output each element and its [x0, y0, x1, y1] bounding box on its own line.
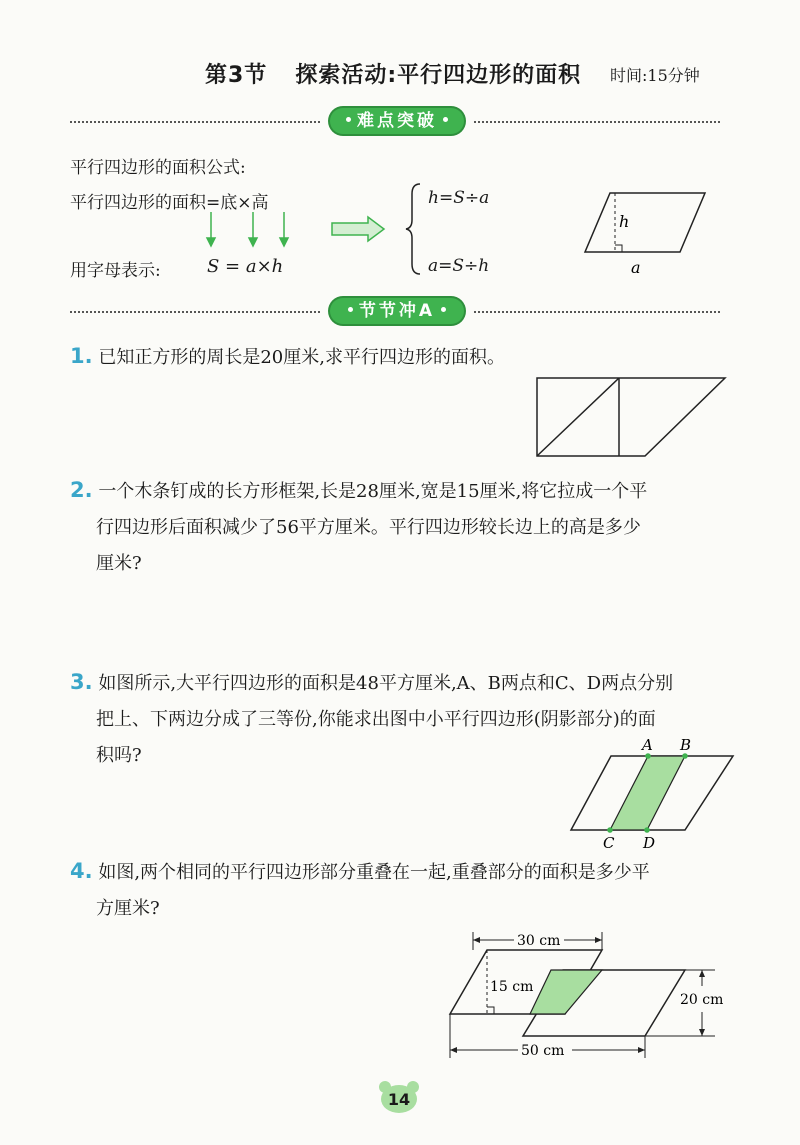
formula-letters-label: 用字母表示: — [70, 261, 161, 281]
question-1-figure — [535, 374, 730, 460]
brace-icon — [404, 180, 424, 278]
arrowhead-icon — [699, 970, 705, 977]
divider — [70, 311, 320, 313]
bottom-dimension-label: 50 cm — [521, 1043, 565, 1059]
square-diagonal — [537, 378, 619, 456]
question-3: 3. 如图所示,大平行四边形的面积是48平方厘米,A、B两点和C、D两点分别 把上、下两边分成了三等份,你能求出图中小平行四边形(阴影部分)的面 积吗? — [70, 670, 674, 766]
derived-a: a=S÷h — [428, 256, 490, 276]
arrowhead-icon — [638, 1047, 645, 1053]
arrow-down-icon — [249, 238, 257, 246]
label-c: C — [603, 834, 615, 852]
arrows-down-group — [195, 210, 305, 250]
label-d: D — [643, 834, 656, 852]
derived-h: h=S÷a — [428, 188, 490, 208]
top-dimension-label: 30 cm — [517, 933, 561, 949]
difficulty-banner: 难点突破 — [330, 108, 464, 134]
base-label: a — [631, 258, 641, 277]
overlap-region — [530, 970, 602, 1014]
time-limit: 时间:15分钟 — [610, 66, 700, 85]
question-2: 2. 一个木条钉成的长方形框架,长是28厘米,宽是15厘米,将它拉成一个平 行四边形后面积减少了56平方厘米。平行四边形较长边上的高是多少 厘米? — [70, 478, 648, 574]
height-label: 15 cm — [490, 979, 534, 995]
label-a: A — [642, 736, 653, 754]
divider — [70, 121, 320, 123]
section-title: 探索活动:平行四边形的面积 — [295, 63, 582, 88]
section-number: 第3节 — [205, 63, 268, 88]
label-b: B — [680, 736, 692, 754]
right-angle-mark — [487, 1007, 494, 1014]
page-title — [205, 58, 581, 89]
point-a — [645, 753, 651, 759]
arrowhead-icon — [595, 937, 602, 943]
formula-letters-expr: S = a×h — [207, 256, 284, 277]
point-c — [607, 827, 613, 833]
formula-words: 平行四边形的面积=底×高 — [70, 193, 269, 213]
height-label: h — [619, 212, 630, 231]
parallelogram-figure — [575, 185, 715, 277]
arrowhead-icon — [473, 937, 480, 943]
trapezoid-outline — [537, 378, 725, 456]
divider — [474, 121, 720, 123]
arrow-right-icon — [330, 215, 388, 243]
arrow-down-icon — [207, 238, 215, 246]
arrowhead-icon — [450, 1047, 457, 1053]
parallelogram-shape — [585, 193, 705, 252]
divider — [474, 311, 720, 313]
arrow-down-icon — [280, 238, 288, 246]
shaded-parallelogram — [610, 756, 685, 830]
section-a-banner: 节节冲A — [330, 298, 464, 324]
page-number: 14 — [387, 1090, 411, 1109]
question-4-figure — [430, 928, 730, 1068]
right-dimension-label: 20 cm — [680, 992, 724, 1008]
question-3-figure — [565, 734, 740, 854]
formula-heading: 平行四边形的面积公式: — [70, 158, 246, 178]
point-b — [682, 753, 688, 759]
right-angle-mark — [615, 245, 622, 252]
point-d — [644, 827, 650, 833]
arrowhead-icon — [699, 1029, 705, 1036]
page-number-badge — [378, 1080, 420, 1114]
question-1: 1. 已知正方形的周长是20厘米,求平行四边形的面积。 — [70, 344, 505, 368]
question-4: 4. 如图,两个相同的平行四边形部分重叠在一起,重叠部分的面积是多少平 方厘米? — [70, 859, 650, 919]
